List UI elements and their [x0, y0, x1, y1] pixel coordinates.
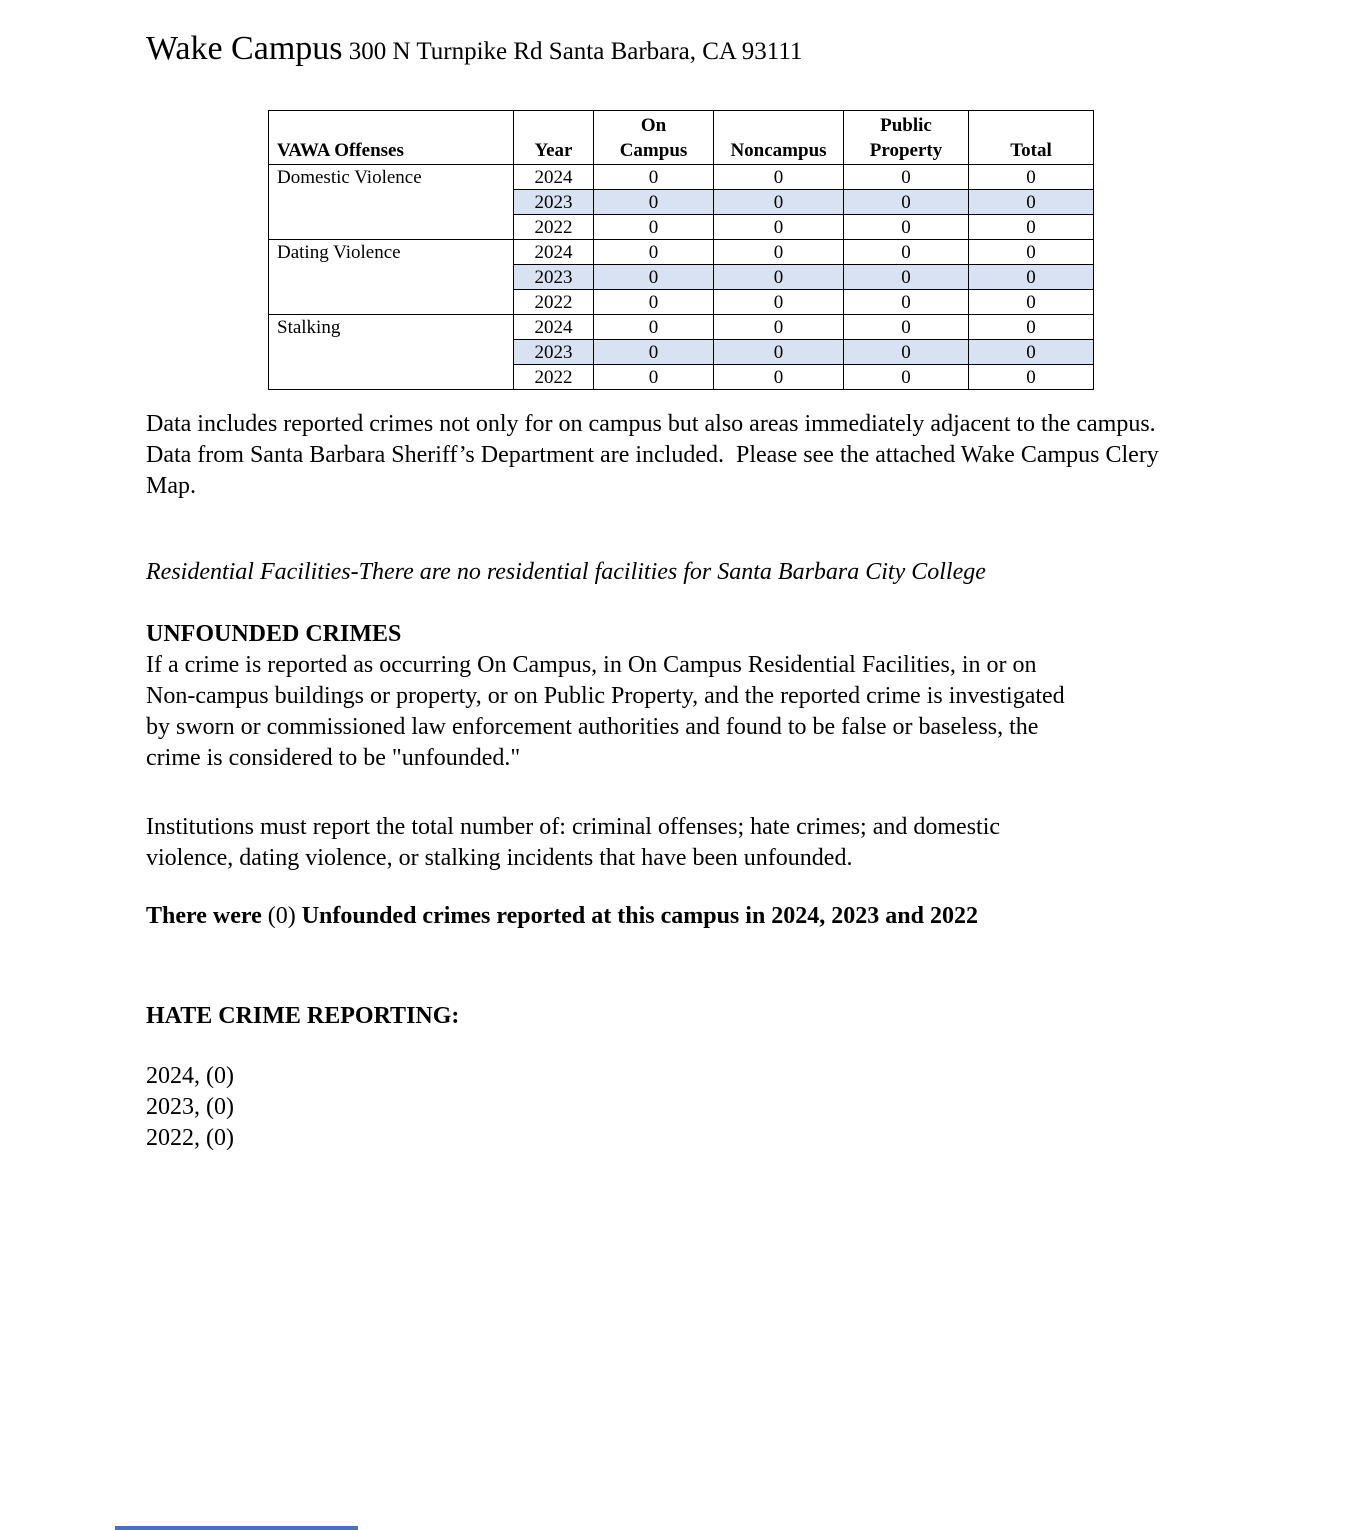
paragraph-line: Data from Santa Barbara Sheriff’s Department are included. Please see the attached Wake Campus Clery [146, 442, 1159, 468]
value-cell: 0 [969, 165, 1094, 190]
value-cell: 0 [714, 265, 844, 290]
table-row [269, 240, 1094, 265]
value-cell: 0 [844, 165, 969, 190]
value-cell: 0 [714, 215, 844, 240]
year-cell: 2024 [514, 240, 594, 265]
campus-title: Wake Campus [146, 30, 343, 67]
value-cell: 0 [969, 240, 1094, 265]
campus-header [146, 30, 802, 68]
hate-crime-year-entry: 2022, (0) [146, 1125, 234, 1151]
value-cell: 0 [969, 365, 1094, 390]
year-cell: 2022 [514, 290, 594, 315]
col-header-public-property-line2: Property [869, 140, 943, 161]
value-cell: 0 [844, 290, 969, 315]
unfounded-crimes-heading: UNFOUNDED CRIMES [146, 621, 402, 647]
value-cell: 0 [714, 165, 844, 190]
table-header-row [269, 111, 1094, 165]
year-cell: 2024 [514, 315, 594, 340]
offense-cell: Domestic Violence [269, 165, 514, 240]
value-cell: 0 [844, 190, 969, 215]
unfounded-statement [146, 901, 978, 932]
value-cell: 0 [714, 240, 844, 265]
value-cell: 0 [969, 315, 1094, 340]
col-header-on-campus-line2: Campus [619, 140, 688, 161]
residential-facilities-note: Residential Facilities-There are no residential facilities for Santa Barbara City College [146, 559, 986, 585]
col-header-on-campus [594, 111, 714, 165]
table-row [269, 315, 1094, 340]
col-header-vawa-offenses: VAWA Offenses [269, 111, 514, 165]
statement-suffix: Unfounded crimes reported at this campus in 2024, 2023 and 2022 [295, 903, 978, 929]
paragraph-line: crime is considered to be "unfounded." [146, 745, 521, 771]
col-header-noncampus: Noncampus [714, 111, 844, 165]
bottom-partial-line [115, 1526, 358, 1530]
value-cell: 0 [844, 240, 969, 265]
value-cell: 0 [594, 190, 714, 215]
value-cell: 0 [844, 315, 969, 340]
value-cell: 0 [594, 290, 714, 315]
paragraph-line: Non-campus buildings or property, or on Public Property, and the reported crime is investigated [146, 683, 1065, 709]
value-cell: 0 [844, 215, 969, 240]
offense-cell: Dating Violence [269, 240, 514, 315]
year-cell: 2023 [514, 340, 594, 365]
hate-crime-year-entry: 2023, (0) [146, 1094, 234, 1120]
col-header-on-campus-line1: On [640, 115, 667, 136]
value-cell: 0 [844, 265, 969, 290]
table-row [269, 165, 1094, 190]
value-cell: 0 [844, 365, 969, 390]
data-includes-paragraph [146, 409, 1159, 502]
campus-address-text: 300 N Turnpike Rd Santa Barbara, CA 93111 [348, 38, 803, 65]
value-cell: 0 [714, 190, 844, 215]
statement-zero-count: (0) [267, 903, 296, 929]
value-cell: 0 [969, 340, 1094, 365]
paragraph-line: Map. [146, 473, 196, 499]
col-header-total: Total [969, 111, 1094, 165]
col-header-public-property-line1: Public [880, 115, 932, 136]
paragraph-line: Data includes reported crimes not only for on campus but also areas immediately adjacent to the campus. [146, 411, 1156, 437]
statement-prefix: There were [146, 903, 268, 929]
value-cell: 0 [969, 290, 1094, 315]
paragraph-line: by sworn or commissioned law enforcement authorities and found to be false or baseless, the [146, 714, 1039, 740]
hate-crime-heading: HATE CRIME REPORTING: [146, 1003, 460, 1029]
value-cell: 0 [714, 340, 844, 365]
value-cell: 0 [969, 190, 1094, 215]
year-cell: 2024 [514, 165, 594, 190]
col-header-year: Year [514, 111, 594, 165]
value-cell: 0 [594, 365, 714, 390]
hate-crime-year-entry: 2024, (0) [146, 1063, 234, 1089]
value-cell: 0 [714, 315, 844, 340]
year-cell: 2022 [514, 365, 594, 390]
value-cell: 0 [844, 340, 969, 365]
year-cell: 2023 [514, 190, 594, 215]
value-cell: 0 [594, 315, 714, 340]
value-cell: 0 [969, 265, 1094, 290]
col-header-public-property [844, 111, 969, 165]
paragraph-line: violence, dating violence, or stalking incidents that have been unfounded. [146, 845, 853, 871]
value-cell: 0 [594, 215, 714, 240]
value-cell: 0 [969, 215, 1094, 240]
hate-crime-year-list [146, 1061, 234, 1154]
institutions-paragraph [146, 812, 1000, 874]
value-cell: 0 [714, 290, 844, 315]
year-cell: 2022 [514, 215, 594, 240]
offense-cell: Stalking [269, 315, 514, 390]
paragraph-line: Institutions must report the total number of: criminal offenses; hate crimes; and domestic [146, 814, 1001, 840]
value-cell: 0 [594, 340, 714, 365]
value-cell: 0 [714, 365, 844, 390]
unfounded-crimes-section [146, 619, 1065, 774]
value-cell: 0 [594, 265, 714, 290]
value-cell: 0 [594, 165, 714, 190]
campus-address [343, 38, 803, 65]
vawa-offenses-table [268, 110, 1094, 390]
value-cell: 0 [594, 240, 714, 265]
year-cell: 2023 [514, 265, 594, 290]
paragraph-line: If a crime is reported as occurring On Campus, in On Campus Residential Facilities, in or on [146, 652, 1037, 678]
